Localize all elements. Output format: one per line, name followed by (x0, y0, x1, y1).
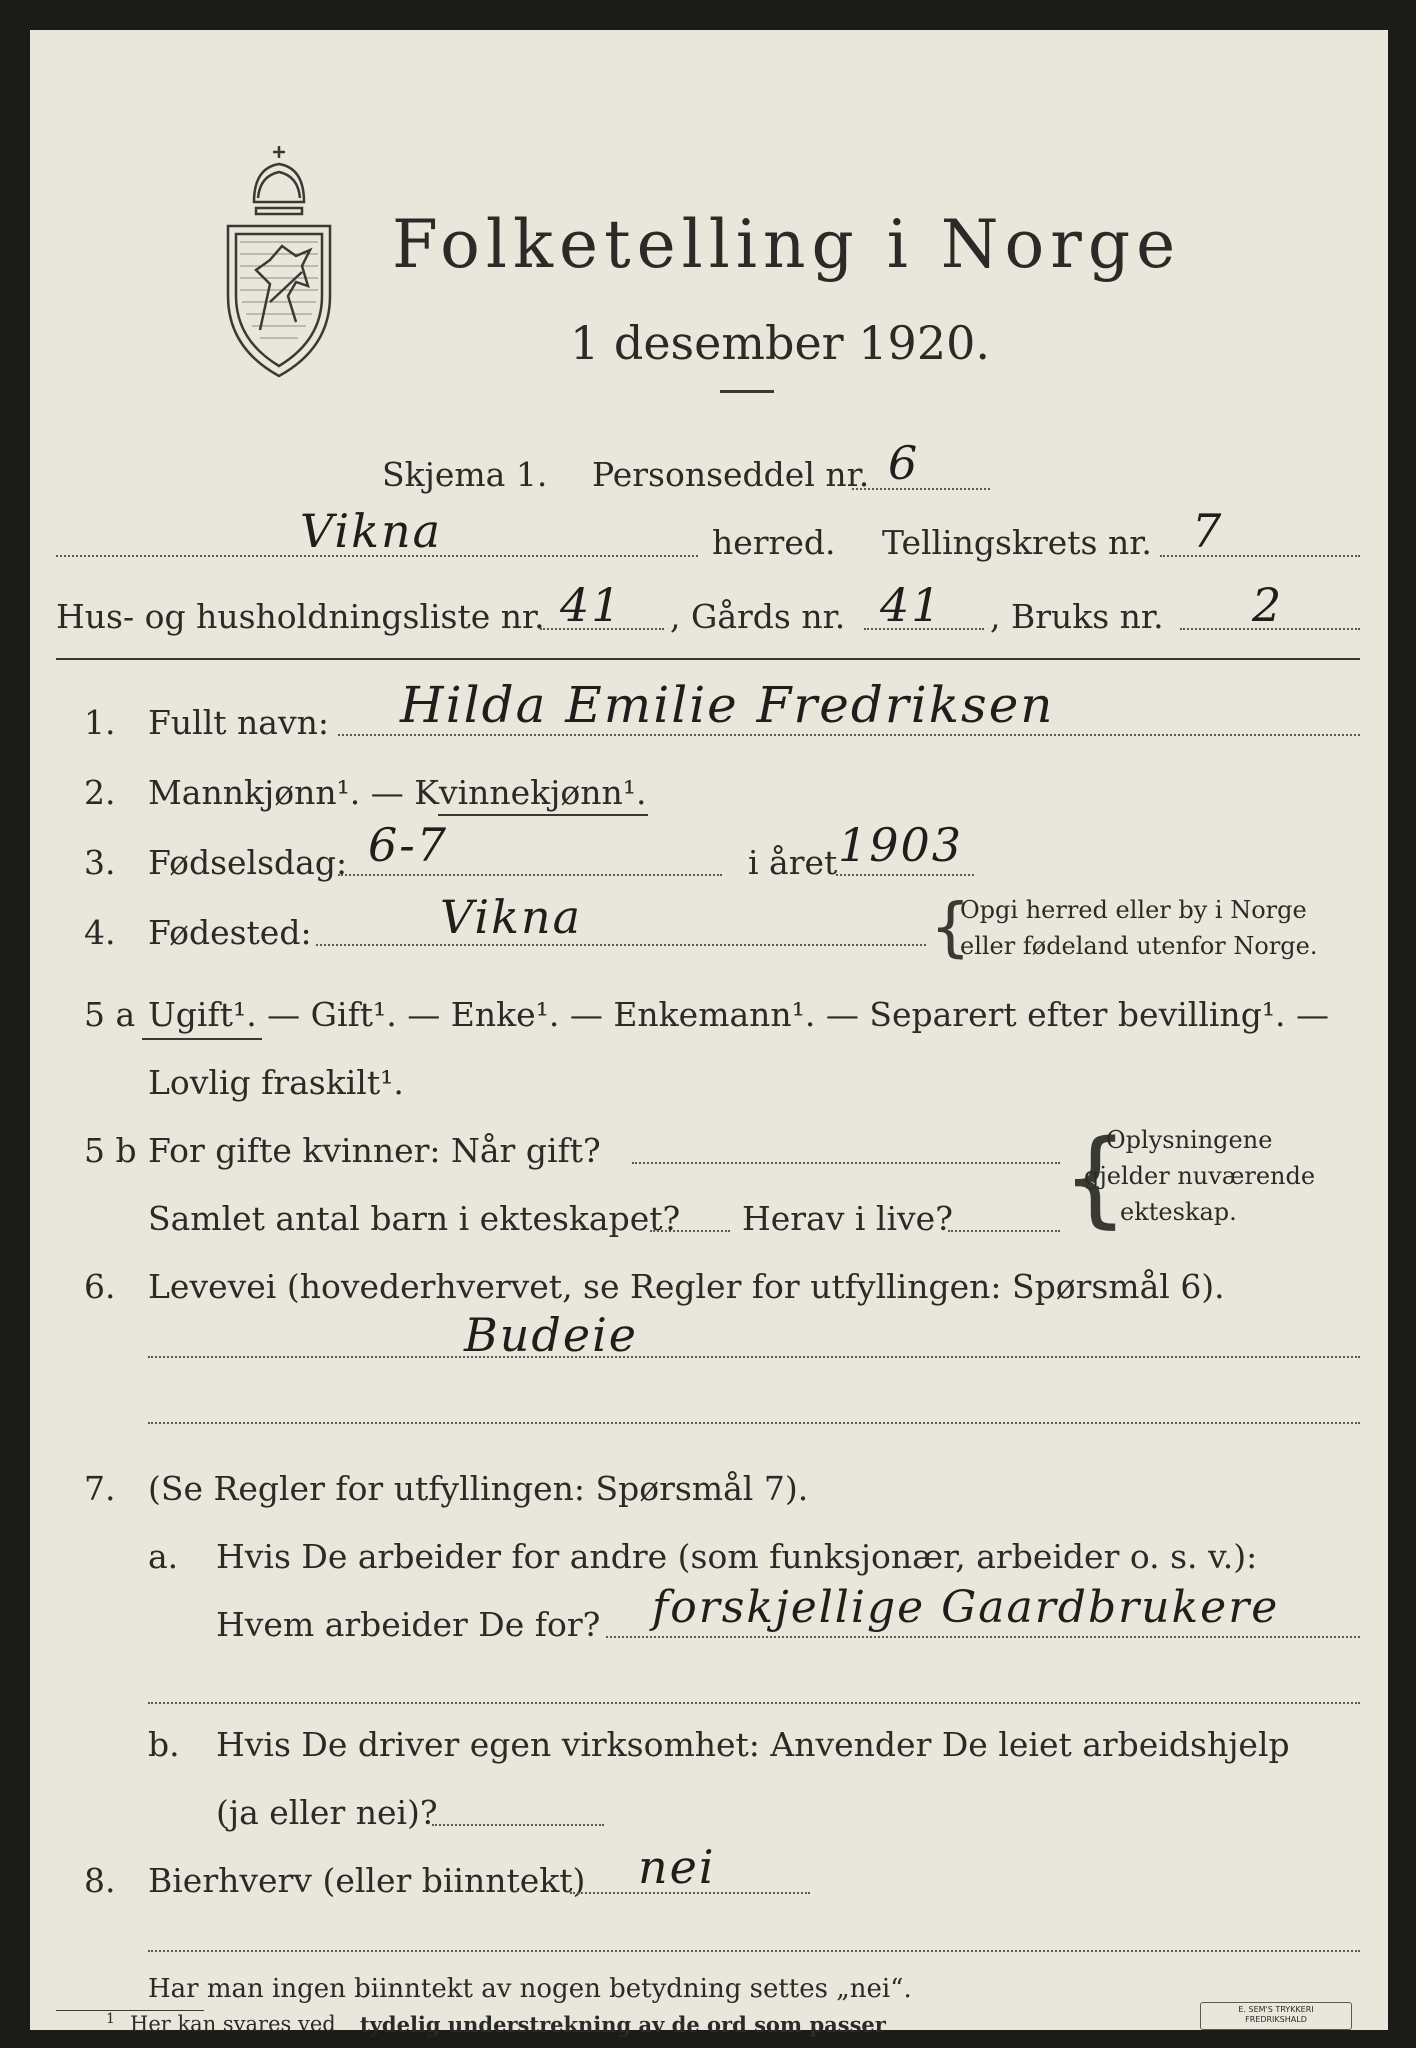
q5a-number: 5 a (84, 995, 136, 1034)
q6-number: 6. (84, 1267, 116, 1306)
gards-label: , Gårds nr. (670, 597, 846, 636)
q1-value: Hilda Emilie Fredriksen (400, 676, 1055, 734)
herred-label: herred. (712, 523, 836, 562)
census-date: 1 desember 1920. (570, 316, 990, 370)
q5a-line-2: Lovlig fraskilt¹. (148, 1063, 404, 1102)
q4-brace: { (930, 891, 971, 965)
q3-year-value: 1903 (838, 818, 964, 872)
q5b-number: 5 b (84, 1131, 137, 1170)
q1-number: 1. (84, 703, 116, 742)
q5b-label-2: Samlet antal barn i ekteskapet? (148, 1199, 681, 1238)
q3-number: 3. (84, 843, 116, 882)
coat-of-arms-icon (218, 142, 340, 382)
husholdning-label: Hus- og husholdningsliste nr. (56, 597, 545, 636)
personseddel-value: 6 (888, 436, 920, 490)
q4-line (316, 944, 926, 946)
q5b-brace: { (1062, 1117, 1129, 1239)
q3-line (338, 874, 722, 876)
q4-note-line-2: eller fødeland utenfor Norge. (960, 932, 1318, 960)
footer-note: Har man ingen biinntekt av nogen betydning settes „nei“. (148, 1974, 912, 2004)
q5a-underline-ugift (142, 1038, 262, 1040)
q5a-line-1: Ugift¹. — Gift¹. — Enke¹. — Enkemann¹. — Separert efter bevilling¹. — (148, 995, 1330, 1034)
title-divider (720, 390, 774, 393)
q7-number: 7. (84, 1469, 116, 1508)
skjema-label: Skjema 1. (382, 455, 548, 494)
q1-line (338, 734, 1360, 736)
q7a-line-2 (148, 1702, 1360, 1704)
q7a-value: forskjellige Gaardbrukere (652, 1582, 1280, 1633)
q5b-gift-line (632, 1162, 1060, 1164)
q3-year-label: i året (748, 843, 838, 882)
printer-stamp-line-1: E. SEM'S TRYKKERI (1238, 2005, 1314, 2014)
q6-line-2 (148, 1422, 1360, 1424)
q7b-question: (ja eller nei)? (216, 1793, 438, 1832)
q6-value: Budeie (464, 1308, 639, 1362)
herred-value: Vikna (300, 504, 443, 558)
q7a-letter: a. (148, 1537, 179, 1576)
q7b-line (432, 1824, 604, 1826)
q4-value: Vikna (440, 890, 583, 944)
header-divider (56, 658, 1360, 660)
q2-underline-kvinnekjonn (438, 814, 648, 816)
q7a-question: Hvem arbeider De for? (216, 1605, 601, 1644)
census-form-sheet (30, 30, 1388, 2037)
q5b-note-line-1: Oplysningene (1106, 1126, 1273, 1154)
tellingskrets-label: Tellingskrets nr. (882, 523, 1152, 562)
q8-line-2 (148, 1950, 1360, 1952)
q4-number: 4. (84, 913, 116, 952)
q6-label: Levevei (hovederhvervet, se Regler for utfyllingen: Spørsmål 6). (148, 1267, 1225, 1306)
q5b-live-line (948, 1230, 1060, 1232)
printer-stamp-line-2: FREDRIKSHALD (1245, 2015, 1307, 2024)
form-title: Folketelling i Norge (392, 206, 1182, 283)
q3-year-line (836, 874, 974, 876)
q5b-label-1: For gifte kvinner: Når gift? (148, 1131, 601, 1170)
footnote-number: 1 (106, 2011, 115, 2027)
footnote-text-bold: tydelig understrekning av de ord som passer (360, 2012, 886, 2037)
q5b-barn-line (650, 1230, 730, 1232)
q7b-text: Hvis De driver egen virksomhet: Anvender De leiet arbeidshjelp (216, 1725, 1290, 1764)
bruks-label: , Bruks nr. (990, 597, 1164, 636)
q8-value: nei (638, 1840, 716, 1894)
tellingskrets-line (1160, 555, 1360, 557)
q5b-note-line-2: gjelder nuværende (1084, 1162, 1316, 1190)
husholdning-value: 41 (560, 578, 623, 632)
q4-label: Fødested: (148, 913, 312, 952)
gards-value: 41 (880, 578, 943, 632)
q7a-text: Hvis De arbeider for andre (som funksjonær, arbeider o. s. v.): (216, 1537, 1258, 1576)
q7b-letter: b. (148, 1725, 180, 1764)
personseddel-label: Personseddel nr. (592, 455, 870, 494)
q7-label: (Se Regler for utfyllingen: Spørsmål 7). (148, 1469, 809, 1508)
q4-note-line-1: Opgi herred eller by i Norge (960, 896, 1307, 924)
footnote-text-plain: Her kan svares ved (130, 2012, 336, 2036)
personseddel-line (852, 488, 990, 490)
bruks-value: 2 (1252, 578, 1284, 632)
q3-label: Fødselsdag: (148, 843, 348, 882)
printer-stamp (1200, 2002, 1352, 2030)
q6-line-1 (148, 1356, 1360, 1358)
q8-number: 8. (84, 1861, 116, 1900)
q2-number: 2. (84, 773, 116, 812)
q1-label: Fullt navn: (148, 703, 329, 742)
q8-label: Bierhverv (eller biinntekt) (148, 1861, 586, 1900)
q3-value: 6-7 (368, 818, 449, 872)
q7a-line (606, 1636, 1360, 1638)
q2-label: Mannkjønn¹. — Kvinnekjønn¹. (148, 773, 647, 812)
q5b-label-3: Herav i live? (742, 1199, 953, 1238)
footer-divider (56, 2010, 204, 2011)
tellingskrets-value: 7 (1192, 504, 1224, 558)
q5b-note-line-3: ekteskap. (1120, 1198, 1237, 1226)
